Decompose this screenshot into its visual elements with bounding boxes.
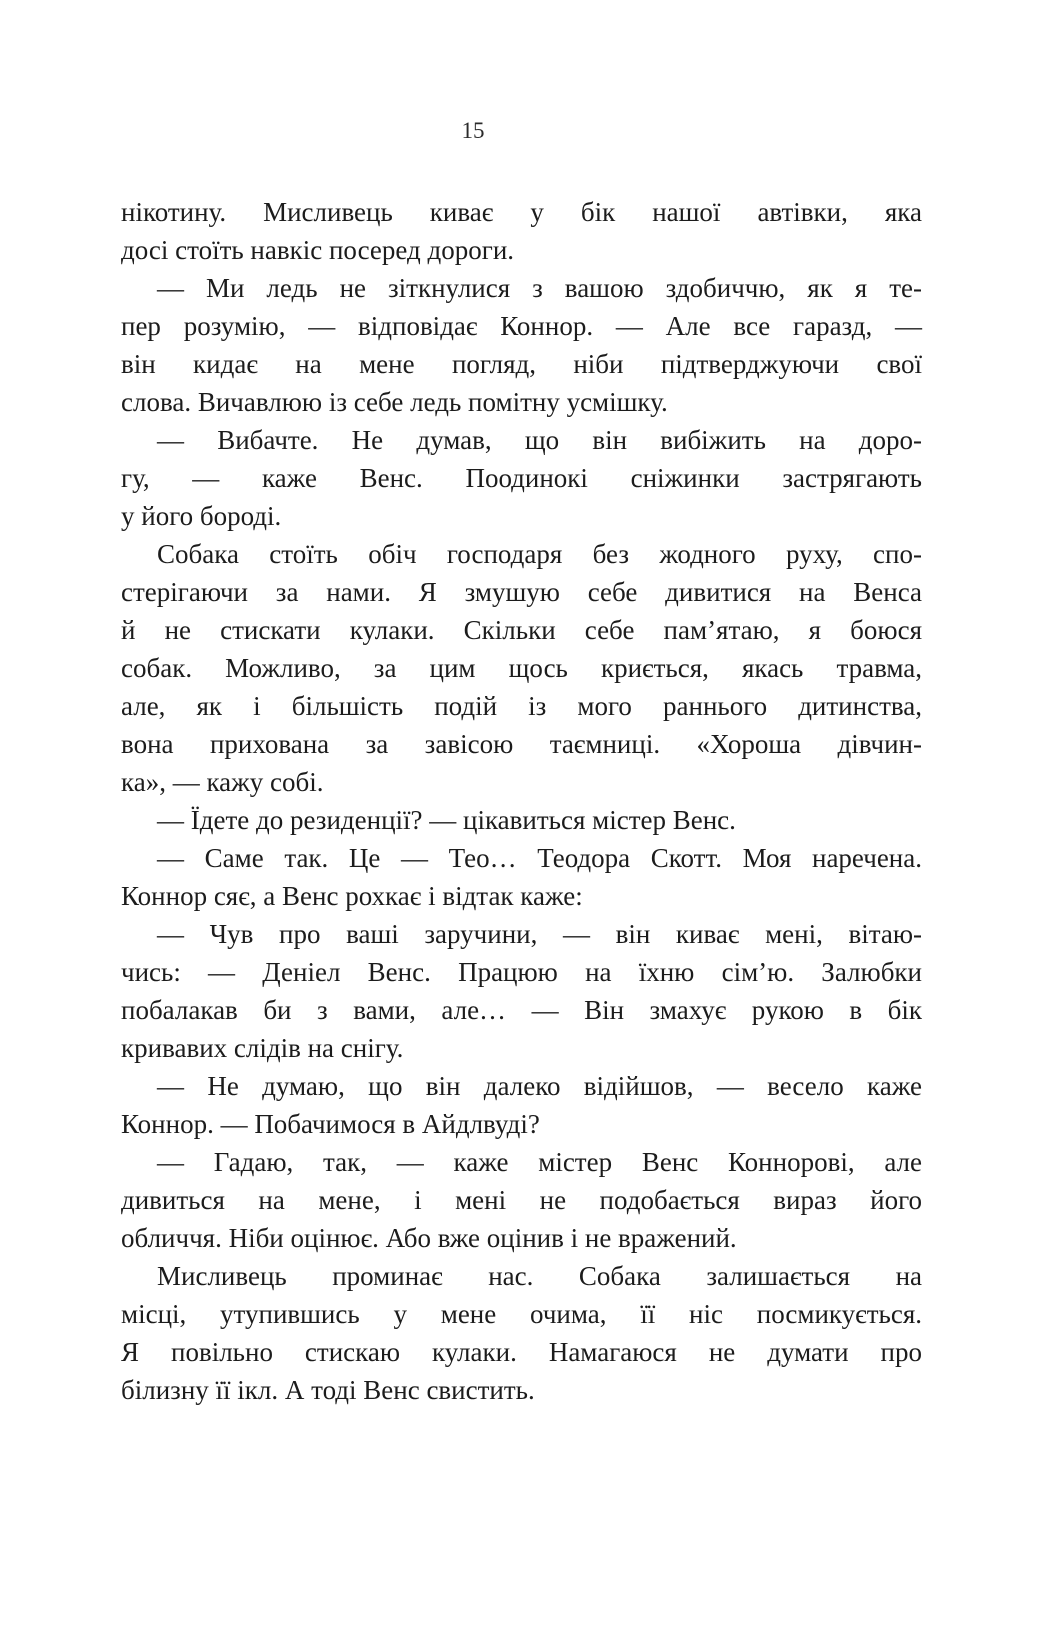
text-line: досі стоїть навкіс посеред дороги.: [121, 235, 515, 265]
page-number: 15: [461, 118, 485, 143]
paragraph: [121, 1257, 922, 1409]
text-line: обличчя. Ніби оцінює. Або вже оцінив і не вражений.: [121, 1223, 737, 1253]
paragraph: [121, 421, 922, 535]
text-line: білизну її ікл. А тоді Венс свистить.: [121, 1375, 535, 1405]
text-line: гу, — каже Венс. Поодинокі сніжинки застрягають: [121, 463, 922, 493]
text-line: кривавих слідів на снігу.: [121, 1033, 404, 1063]
text-line: вона прихована за завісою таємниці. «Хороша дівчин-: [121, 729, 922, 759]
paragraph: [121, 801, 922, 839]
text-line: але, як і більшість подій із мого раннього дитинства,: [121, 691, 922, 721]
paragraph: [121, 839, 922, 915]
text-line: пер розумію, — відповідає Коннор. — Але все гаразд, —: [121, 311, 922, 341]
text-line: — Ми ледь не зіткнулися з вашою здобиччю, як я те-: [157, 273, 922, 303]
text-line: — Вибачте. Не думав, що він вибіжить на доро-: [157, 425, 922, 455]
paragraph: [121, 535, 922, 801]
text-line: — Чув про ваші заручини, — він киває мені, вітаю-: [157, 919, 922, 949]
text-line: місці, утупившись у мене очима, її ніс посмикується.: [121, 1299, 922, 1329]
text-line: Коннор. — Побачимося в Айдлвуді?: [121, 1109, 540, 1139]
paragraph: [121, 193, 922, 269]
text-line: — Їдете до резиденції? — цікавиться містер Венс.: [157, 805, 736, 835]
text-line: чись: — Деніел Венс. Працюю на їхню сім’ю. Залюбки: [121, 957, 922, 987]
text-line: Собака стоїть обіч господаря без жодного руху, спо-: [157, 539, 922, 569]
text-line: ка», — кажу собі.: [121, 767, 324, 797]
text-line: побалакав би з вами, але… — Він змахує рукою в бік: [121, 995, 922, 1025]
text-line: собак. Можливо, за цим щось криється, якась травма,: [121, 653, 922, 683]
text-line: у його бороді.: [121, 501, 282, 531]
text-line: нікотину. Мисливець киває у бік нашої автівки, яка: [121, 197, 922, 227]
paragraph: [121, 269, 922, 421]
text-line: Коннор сяє, а Венс рохкає і відтак каже:: [121, 881, 583, 911]
paragraph: [121, 1143, 922, 1257]
text-line: — Гадаю, так, — каже містер Венс Коннорові, але: [157, 1147, 922, 1177]
text-line: — Не думаю, що він далеко відійшов, — весело каже: [157, 1071, 922, 1101]
text-line: Мисливець проминає нас. Собака залишається на: [157, 1261, 922, 1291]
text-line: стерігаючи за нами. Я змушую себе дивитися на Венса: [121, 577, 922, 607]
text-line: Я повільно стискаю кулаки. Намагаюся не думати про: [121, 1337, 922, 1367]
paragraph: [121, 915, 922, 1067]
text-line: слова. Вичавлюю із себе ледь помітну усмішку.: [121, 387, 668, 417]
text-line: — Саме так. Це — Тео… Теодора Скотт. Моя наречена.: [157, 843, 922, 873]
text-line: він кидає на мене погляд, ніби підтверджуючи свої: [121, 349, 922, 379]
page-text: [121, 193, 922, 1409]
text-line: й не стискати кулаки. Скільки себе пам’ятаю, я боюся: [121, 615, 922, 645]
paragraph: [121, 1067, 922, 1143]
text-line: дивиться на мене, і мені не подобається вираз його: [121, 1185, 922, 1215]
